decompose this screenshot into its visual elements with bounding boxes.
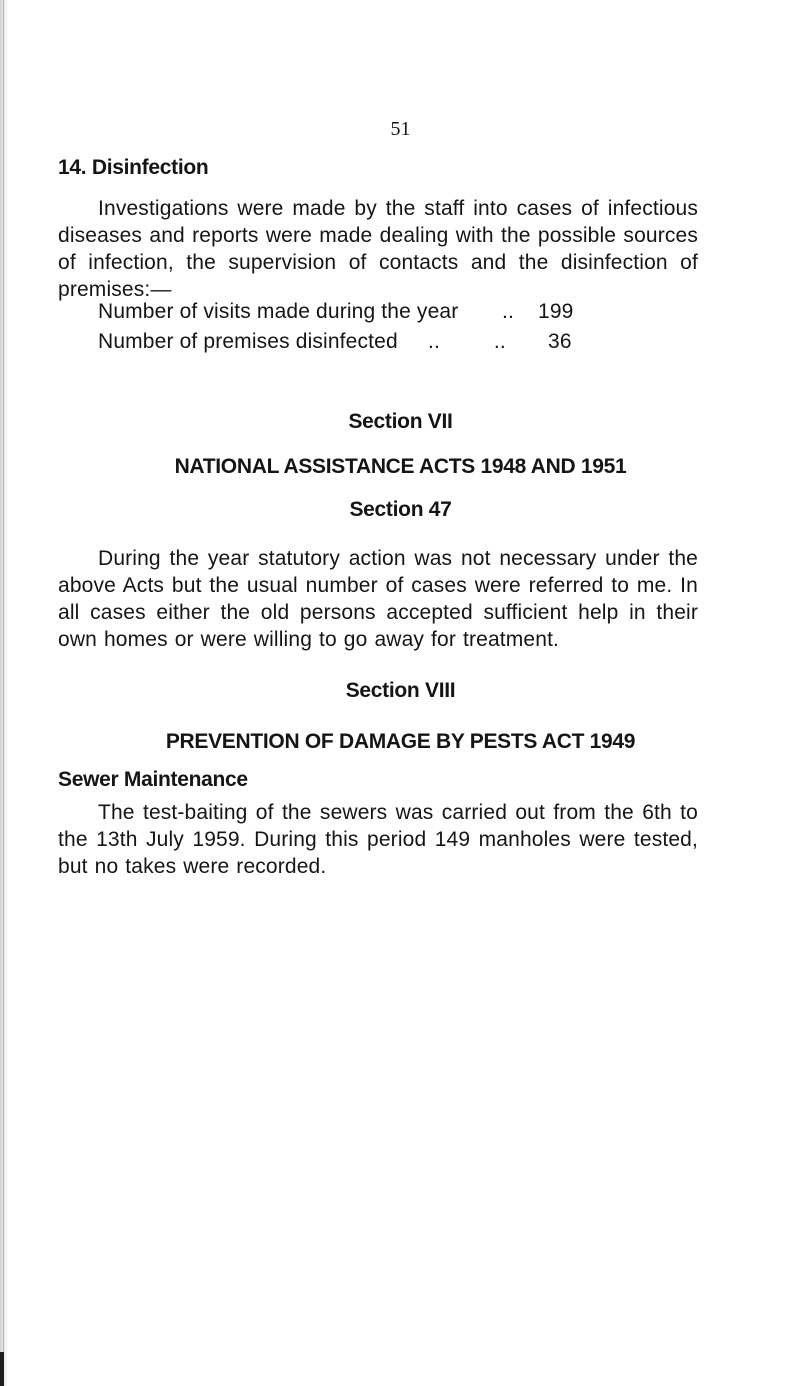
disinfection-heading: 14. Disinfection	[58, 156, 209, 179]
disinfection-body: Investigations were made by the staff into cases of infectious diseases and reports were made dealing with the possible sources of infection, the supervision of contacts and the disinfection of premises:—	[58, 197, 698, 301]
page-binding-mark	[0, 1352, 4, 1386]
section-viii-subheading: Sewer Maintenance	[58, 768, 248, 791]
stat-label-premises: Number of premises disinfected	[98, 330, 398, 353]
stat-row-premises	[98, 328, 598, 355]
stat-value-visits: 199	[538, 300, 574, 323]
stat-row-visits	[98, 298, 598, 325]
section-viii-title: PREVENTION OF DAMAGE BY PESTS ACT 1949	[165, 730, 636, 753]
stat-leader-visits: ..	[502, 300, 514, 323]
section-vii-subsection: Section 47	[349, 498, 452, 521]
stat-leader-premises: .. ..	[428, 330, 506, 353]
section-vii-title: NATIONAL ASSISTANCE ACTS 1948 AND 1951	[174, 455, 627, 478]
stat-value-premises: 36	[548, 330, 572, 353]
section-viii-label: Section VIII	[345, 679, 456, 702]
section-vii-body: During the year statutory action was not necessary under the above Acts but the usual number of cases were referred to me. In all cases either the old persons accepted sufficient help in their own homes or were willing to go away for treatment.	[58, 547, 698, 651]
section-viii-body: The test-baiting of the sewers was carried out from the 6th to the 13th July 1959. During this period 149 manholes were tested, but no takes were recorded.	[58, 801, 698, 878]
section-vii-label: Section VII	[348, 410, 453, 433]
page-number: 51	[390, 118, 411, 140]
stat-label-visits: Number of visits made during the year	[98, 300, 459, 323]
